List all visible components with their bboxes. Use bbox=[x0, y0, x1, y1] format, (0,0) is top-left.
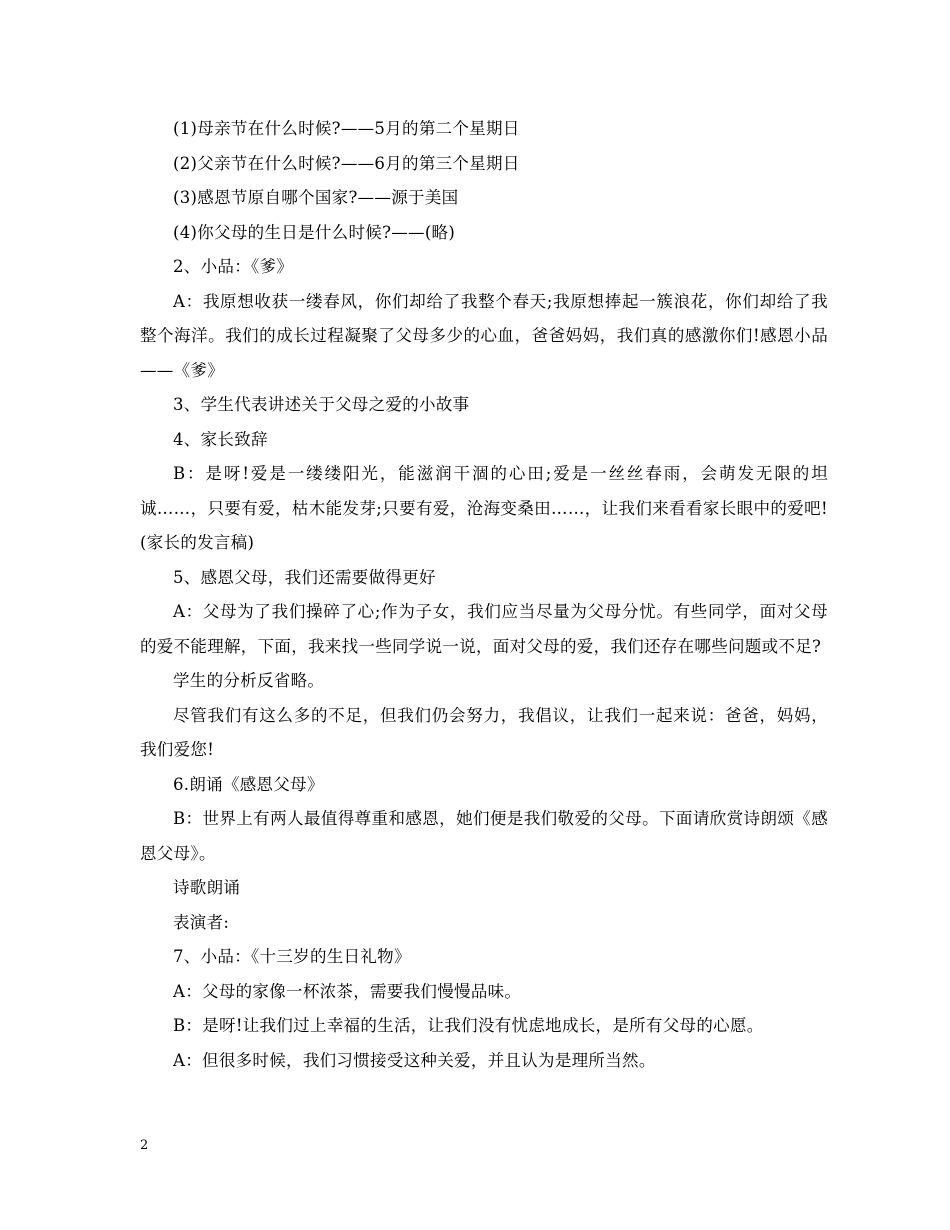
paragraph: A：父母为了我们操碎了心;作为子女，我们应当尽量为父母分忧。有些同学，面对父母的爱不能理解，下面，我来找一些同学说一说，面对父母的爱，我们还存在哪些问题或不足? bbox=[140, 602, 828, 656]
paragraph: (2)父亲节在什么时候?——6月的第三个星期日 bbox=[173, 153, 520, 173]
section-heading: 5、感恩父母，我们还需要做得更好 bbox=[173, 567, 436, 587]
section-heading: 3、学生代表讲述关于父母之爱的小故事 bbox=[173, 395, 470, 414]
paragraph: 尽管我们有这么多的不足，但我们仍会努力，我倡议，让我们一起来说：爸爸，妈妈，我们爱您! bbox=[140, 705, 828, 759]
section-heading: 7、小品：《十三岁的生日礼物》 bbox=[173, 947, 411, 966]
paragraph: 表演者: bbox=[173, 912, 230, 932]
paragraph: A：父母的家像一杯浓茶，需要我们慢慢品味。 bbox=[173, 981, 522, 1001]
paragraph: 诗歌朗诵 bbox=[173, 878, 241, 897]
section-heading: 2、小品：《爹》 bbox=[173, 257, 294, 276]
paragraph: (1)母亲节在什么时候?——5月的第二个星期日 bbox=[173, 119, 520, 138]
page-number: 2 bbox=[140, 1138, 149, 1153]
paragraph: A：但很多时候，我们习惯接受这种关爱，并且认为是理所当然。 bbox=[173, 1050, 656, 1070]
paragraph: B：世界上有两人最值得尊重和感恩，她们便是我们敬爱的父母。下面请欣赏诗朗颂《感恩父母》。 bbox=[140, 809, 828, 863]
section-heading: 6.朗诵《感恩父母》 bbox=[173, 774, 324, 794]
paragraph: B：是呀!爱是一缕缕阳光，能滋润干涸的心田;爱是一丝丝春雨，会萌发无限的坦诚……，只要有爱，枯木能发芽;只要有爱，沧海变桑田……，让我们来看看家长眼中的爱吧!(家长的发言稿) bbox=[140, 464, 828, 552]
paragraph: A：我原想收获一缕春风，你们却给了我整个春天;我原想捧起一簇浪花，你们却给了我整个海洋。我们的成长过程凝聚了父母多少的心血，爸爸妈妈，我们真的感激你们!感恩小品——《爹》 bbox=[140, 291, 828, 380]
paragraph: (4)你父母的生日是什么时候?——(略) bbox=[173, 222, 456, 242]
paragraph: B：是呀!让我们过上幸福的生活，让我们没有忧虑地成长，是所有父母的心愿。 bbox=[173, 1016, 764, 1035]
paragraph: (3)感恩节原自哪个国家?——源于美国 bbox=[173, 188, 459, 207]
document-body bbox=[140, 112, 828, 1078]
section-heading: 4、家长致辞 bbox=[173, 429, 268, 449]
paragraph: 学生的分析反省略。 bbox=[173, 671, 325, 690]
